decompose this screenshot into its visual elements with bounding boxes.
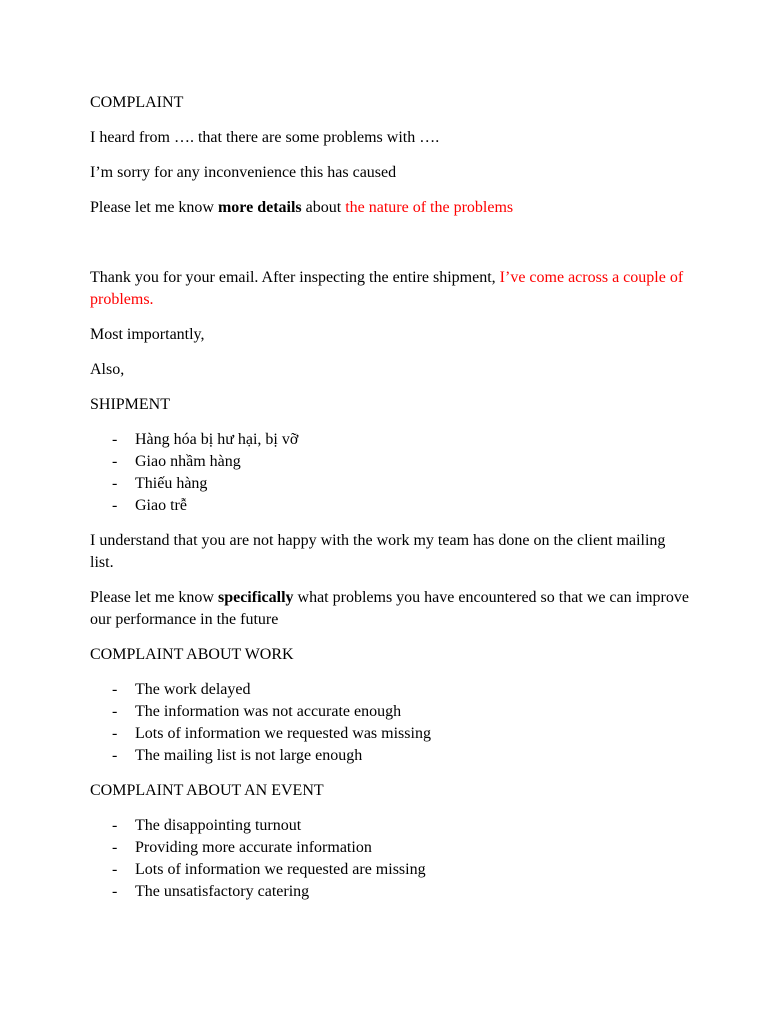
- list-item: [90, 815, 690, 837]
- line-understand: I understand that you are not happy with the work my team has done on the client mailing list.: [90, 532, 666, 571]
- list-item: [90, 745, 690, 767]
- list-item-text: Giao nhầm hàng: [135, 453, 241, 470]
- list-item-text: Providing more accurate information: [135, 839, 372, 856]
- line-most-importantly: Most importantly,: [90, 326, 205, 343]
- line-heard: I heard from …. that there are some problems with ….: [90, 129, 440, 146]
- line-also: Also,: [90, 361, 125, 378]
- bullet-dash: -: [112, 817, 118, 834]
- bullet-dash: -: [112, 839, 118, 856]
- bullet-dash: -: [112, 453, 118, 470]
- document-body: [90, 92, 690, 916]
- line-specifically: [90, 587, 690, 631]
- line-thanks: [90, 267, 690, 311]
- list-item-text: Lots of information we requested are missing: [135, 861, 426, 878]
- line-specifically-suffix: what problems you have encountered so that we can improve our performance in the future: [90, 589, 689, 628]
- list-item: [90, 679, 690, 701]
- bullet-dash: -: [112, 883, 118, 900]
- list-item: [90, 495, 690, 517]
- list-item: [90, 451, 690, 473]
- heading-complaint-work: COMPLAINT ABOUT WORK: [90, 646, 294, 663]
- bullet-dash: -: [112, 681, 118, 698]
- bullet-dash: -: [112, 475, 118, 492]
- list-item: [90, 701, 690, 723]
- shipment-list: [90, 429, 690, 517]
- list-item-text: Lots of information we requested was missing: [135, 725, 431, 742]
- list-item-text: Thiếu hàng: [135, 475, 208, 492]
- bullet-dash: -: [112, 497, 118, 514]
- list-item-text: Giao trễ: [135, 497, 187, 514]
- line-thanks-red: I’ve come across a couple of problems.: [90, 269, 684, 308]
- bullet-dash: -: [112, 861, 118, 878]
- list-item-text: The information was not accurate enough: [135, 703, 402, 720]
- list-item: [90, 473, 690, 495]
- line-details-bold: more details: [217, 199, 302, 216]
- event-list: [90, 815, 690, 903]
- list-item: [90, 837, 690, 859]
- bullet-dash: -: [112, 725, 118, 742]
- list-item: [90, 723, 690, 745]
- line-details-prefix: Please let me know: [90, 199, 218, 216]
- line-details-red: the nature of the problems: [345, 199, 514, 216]
- line-specifically-prefix: Please let me know: [90, 589, 218, 606]
- line-details-middle: about: [301, 199, 346, 216]
- list-item-text: The unsatisfactory catering: [135, 883, 310, 900]
- work-list: [90, 679, 690, 767]
- line-sorry: I’m sorry for any inconvenience this has caused: [90, 164, 397, 181]
- heading-complaint: COMPLAINT: [90, 94, 184, 111]
- list-item-text: The work delayed: [135, 681, 251, 698]
- line-thanks-prefix: Thank you for your email. After inspecting the entire shipment,: [90, 269, 500, 286]
- bullet-dash: -: [112, 703, 118, 720]
- list-item-text: Hàng hóa bị hư hại, bị vỡ: [135, 431, 299, 448]
- bullet-dash: -: [112, 431, 118, 448]
- bullet-dash: -: [112, 747, 118, 764]
- list-item-text: The mailing list is not large enough: [135, 747, 363, 764]
- list-item-text: The disappointing turnout: [135, 817, 302, 834]
- line-details: [90, 197, 690, 219]
- list-item: [90, 429, 690, 451]
- heading-shipment: SHIPMENT: [90, 396, 171, 413]
- heading-complaint-event: COMPLAINT ABOUT AN EVENT: [90, 782, 324, 799]
- list-item: [90, 859, 690, 881]
- list-item: [90, 881, 690, 903]
- line-specifically-bold: specifically: [217, 589, 294, 606]
